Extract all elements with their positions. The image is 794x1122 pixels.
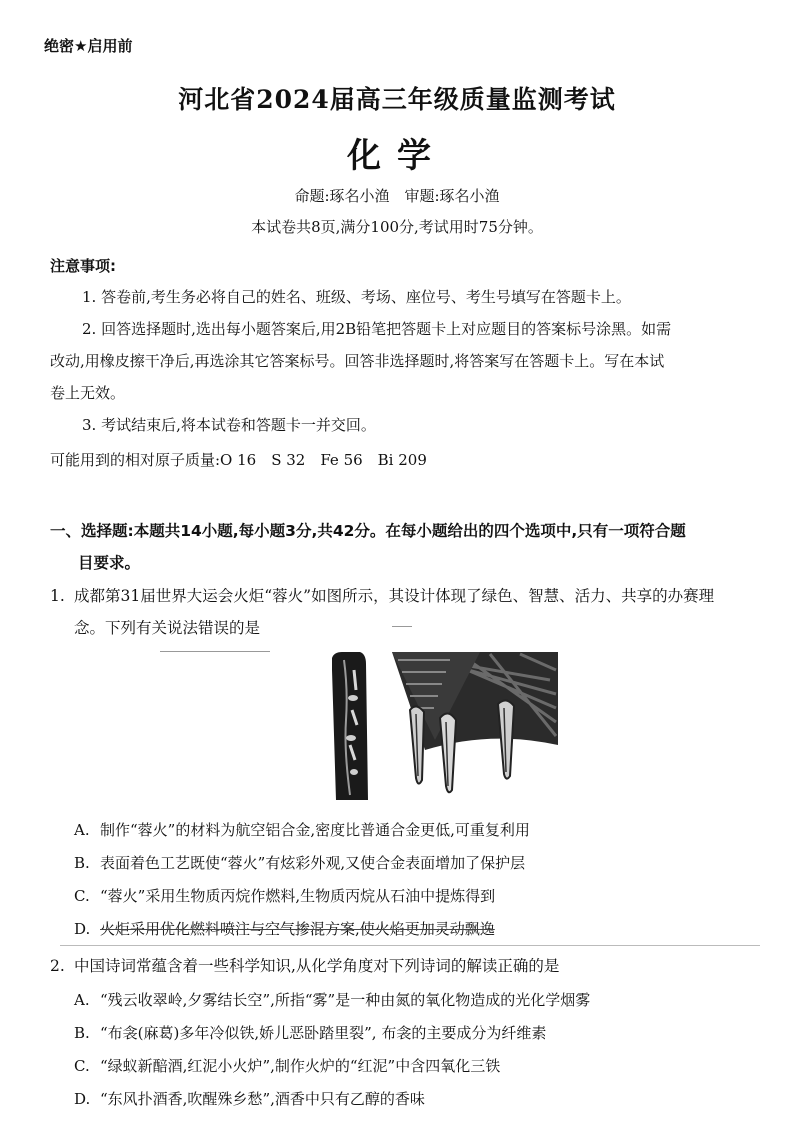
notice-item-2-line-3: 卷上无效。 [50, 384, 126, 402]
section-1-heading-line-2: 目要求。 [78, 554, 141, 572]
question-2-option-a: A. “残云收翠岭,夕雾结长空”,所指“雾”是一种由氮的氧化物造成的光化学烟雾 [74, 991, 591, 1009]
question-2-option-d: D. “东风扑酒香,吹醒殊乡愁”,酒香中只有乙醇的香味 [74, 1090, 425, 1108]
exam-title: 河北省2024届高三年级质量监测考试 [178, 85, 616, 114]
notice-list [50, 281, 762, 441]
notice-item-3: 3. 考试结束后,将本试卷和答题卡一并交回。 [82, 416, 376, 434]
question-2-option-c: C. “绿蚁新醅酒,红泥小火炉”,制作火炉的“红泥”中含四氧化三铁 [74, 1057, 501, 1075]
question-1-stem-line-2: 念。下列有关说法错误的是 [74, 619, 261, 637]
exam-info: 本试卷共8页,满分100分,考试用时75分钟。 [251, 218, 543, 236]
notice-heading: 注意事项: [50, 257, 116, 275]
torch-photo-icon [330, 650, 558, 805]
question-1-option-a: A. 制作“蓉火”的材料为航空铝合金,密度比普通合金更低,可重复利用 [74, 821, 530, 839]
question-2-option-b: B. “布衾(麻葛)多年冷似铁,娇儿恶卧踏里裂”, 布衾的主要成分为纤维素 [74, 1024, 547, 1042]
atomic-masses: 可能用到的相对原子质量:O 16 S 32 Fe 56 Bi 209 [50, 451, 427, 469]
scan-line [60, 945, 760, 946]
notice-item-2-line-2: 改动,用橡皮擦干净后,再选涂其它答案标号。回答非选择题时,将答案写在答题卡上。写在本试 [50, 352, 665, 370]
secret-mark: 绝密★启用前 [44, 37, 133, 55]
scan-line [160, 651, 270, 652]
question-2-stem [50, 950, 762, 982]
question-1-stem [50, 580, 762, 644]
question-1-stem-line-1: 成都第31届世界大运会火炬“蓉火”如图所示，其设计体现了绿色、智慧、活力、共享的办赛理 [74, 587, 715, 605]
subject-title: 化学 [347, 136, 447, 176]
section-1-heading-line-1: 一、选择题:本题共14小题,每小题3分,共42分。在每小题给出的四个选项中,只有一项符合题 [50, 522, 686, 540]
question-2-number: 2. [50, 957, 65, 975]
question-2-stem-line-1: 中国诗词常蕴含着一些科学知识,从化学角度对下列诗词的解读正确的是 [74, 957, 560, 975]
question-1-option-b: B. 表面着色工艺既使“蓉火”有炫彩外观,又使合金表面增加了保护层 [74, 854, 526, 872]
section-1-heading [50, 515, 762, 579]
question-1-option-d: D. 火炬采用优化燃料喷注与空气掺混方案,使火焰更加灵动飘逸 [74, 920, 495, 938]
authors-line: 命题:琢名小渔 审题:琢名小渔 [294, 187, 500, 205]
notice-item-2-line-1: 2. 回答选择题时,选出每小题答案后,用2B铅笔把答题卡上对应题目的答案标号涂黑。如需 [82, 320, 672, 338]
question-1-option-c: C. “蓉火”采用生物质丙烷作燃料,生物质丙烷从石油中提炼得到 [74, 887, 496, 905]
scan-line [392, 626, 412, 627]
question-1-number: 1. [50, 587, 65, 605]
notice-item-1: 1. 答卷前,考生务必将自己的姓名、班级、考场、座位号、考生号填写在答题卡上。 [82, 288, 631, 306]
